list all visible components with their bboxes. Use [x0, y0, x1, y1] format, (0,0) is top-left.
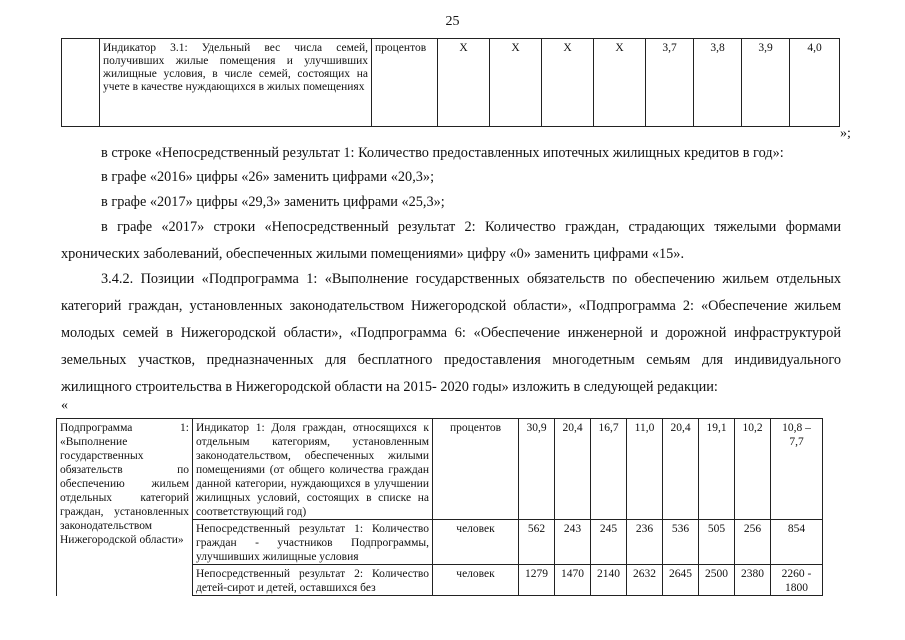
value-cell: 536 [663, 520, 699, 565]
indicator-cell: Индикатор 3.1: Удельный вес числа семей, получивших жилые помещения и улучшивших жилищные условия, в числе семей, состоящих на учете в качестве нуждающихся в жилых помещениях [100, 39, 372, 127]
value-cell: 10,8 – 7,7 [771, 419, 823, 520]
value-cell: 2260 - 1800 [771, 565, 823, 596]
value-cell: 3,9 [742, 39, 790, 127]
value-cell: 245 [591, 520, 627, 565]
value-cell: 19,1 [699, 419, 735, 520]
opening-quote: « [61, 398, 68, 413]
paragraph: в графе «2017» строки «Непосредственный результат 2: Количество граждан, страдающих тяжелыми формами хронических заболеваний, обеспеченных жилыми помещениями» цифру «0» заменить цифрами «15». [61, 219, 841, 262]
value-cell: 562 [519, 520, 555, 565]
value-cell: 20,4 [663, 419, 699, 520]
value-cell: 256 [735, 520, 771, 565]
page-number: 25 [445, 14, 460, 29]
value-cell: 2140 [591, 565, 627, 596]
value-cell: 16,7 [591, 419, 627, 520]
unit-cell: процентов [372, 39, 438, 127]
value-cell: 30,9 [519, 419, 555, 520]
indicator-cell: Непосредственный результат 1: Количество граждан - участников Подпрограммы, улучшивших жилищные условия [193, 520, 433, 565]
value-cell: Х [542, 39, 594, 127]
value-cell: 854 [771, 520, 823, 565]
value-cell: 1279 [519, 565, 555, 596]
table-cell-empty [62, 39, 100, 127]
value-cell: 1470 [555, 565, 591, 596]
value-cell: Х [490, 39, 542, 127]
table-row [57, 419, 823, 520]
value-cell: 2645 [663, 565, 699, 596]
value-cell: 10,2 [735, 419, 771, 520]
unit-cell: человек [433, 565, 519, 596]
subprogram-cell: Подпрограмма 1: «Выполнение государственных обязательств по обеспечению жильем отдельных категорий граждан, установленных законодательством Нижегородской области» [57, 419, 193, 596]
paragraph: в графе «2016» цифры «26» заменить цифрами «20,3»; [101, 169, 435, 185]
indicator-cell: Непосредственный результат 2: Количество детей-сирот и детей, оставшихся без [193, 565, 433, 596]
value-cell: Х [438, 39, 490, 127]
table-row [62, 39, 840, 127]
value-cell: Х [594, 39, 646, 127]
unit-cell: процентов [433, 419, 519, 520]
indicator-cell: Индикатор 1: Доля граждан, относящихся к отдельным категориям, установленным законодательством, обеспеченных жилыми помещениями (от общего количества граждан данной категории, нуждающихся в улучшении жилищных условий, состоящих в списке на соответствующий год) [193, 419, 433, 520]
value-cell: 3,7 [646, 39, 694, 127]
value-cell: 20,4 [555, 419, 591, 520]
value-cell: 2632 [627, 565, 663, 596]
paragraph: 3.4.2. Позиции «Подпрограмма 1: «Выполнение государственных обязательств по обеспечению жильем отдельных категорий граждан, установленных законодательством Нижегородской области», «Подпрограмма 2: «Обеспечение жильем молодых семей в Нижегородской области», «Подпрограмма 6: «Обеспечение инженерной и дорожной инфраструктурой земельных участков, предназначенных для бесплатного предоставления многодетным семьям для индивидуального жилищного строительства в Нижегородской области на 2015- 2020 годы» изложить в следующей редакции: [61, 271, 841, 395]
subprogram-table [56, 418, 823, 596]
value-cell: 11,0 [627, 419, 663, 520]
value-cell: 243 [555, 520, 591, 565]
value-cell: 2500 [699, 565, 735, 596]
value-cell: 2380 [735, 565, 771, 596]
paragraph: в строке «Непосредственный результат 1: Количество предоставленных ипотечных жилищных кредитов в год»: [101, 145, 784, 161]
closing-quote: »; [840, 126, 851, 141]
value-cell: 236 [627, 520, 663, 565]
value-cell: 4,0 [790, 39, 840, 127]
value-cell: 3,8 [694, 39, 742, 127]
value-cell: 505 [699, 520, 735, 565]
paragraph: в графе «2017» цифры «29,3» заменить цифрами «25,3»; [101, 194, 445, 210]
indicator-table-top [61, 38, 840, 127]
unit-cell: человек [433, 520, 519, 565]
